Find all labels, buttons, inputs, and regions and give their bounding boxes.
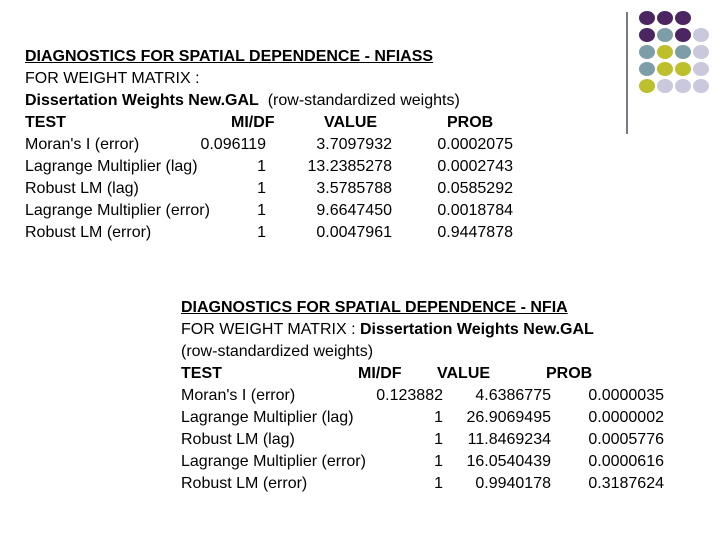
table-row — [181, 407, 664, 429]
cell-test: Robust LM (lag) — [25, 180, 139, 197]
cell-test: Moran's I (error) — [181, 387, 296, 404]
cell-test: Robust LM (lag) — [181, 431, 295, 448]
decorative-dot — [693, 28, 709, 42]
cell-test: Robust LM (error) — [181, 475, 308, 492]
decorative-dot — [657, 28, 673, 42]
decorative-dot — [657, 79, 673, 93]
decorative-dot — [639, 28, 655, 42]
block1-weight-matrix-label: FOR WEIGHT MATRIX : — [25, 70, 200, 87]
block2-header-midf: MI/DF — [358, 365, 402, 382]
cell-test: Lagrange Multiplier (error) — [25, 202, 210, 219]
table-row — [25, 200, 513, 222]
block2-weight-line — [181, 319, 594, 341]
cell-prob: 0.0005776 — [588, 431, 664, 448]
cell-test: Robust LM (error) — [25, 224, 152, 241]
cell-prob: 0.0002075 — [437, 136, 513, 153]
block1-header-row — [25, 112, 494, 134]
decorative-dot — [675, 28, 691, 42]
cell-midf: 1 — [434, 475, 443, 492]
cell-midf: 1 — [257, 158, 266, 175]
block2-header-value: VALUE — [437, 365, 491, 382]
block2-weight-file: Dissertation Weights New.GAL — [359, 321, 594, 338]
cell-midf: 1 — [434, 453, 443, 470]
decorative-dot — [639, 79, 655, 93]
cell-midf: 1 — [257, 202, 266, 219]
table-row — [181, 429, 664, 451]
table-row — [25, 156, 513, 178]
cell-midf: 1 — [434, 409, 443, 426]
cell-prob: 0.9447878 — [437, 224, 513, 241]
table-row — [25, 134, 513, 156]
block2-title: DIAGNOSTICS FOR SPATIAL DEPENDENCE - NFIA — [181, 299, 568, 316]
cell-prob: 0.0585292 — [437, 180, 513, 197]
cell-midf: 1 — [434, 431, 443, 448]
table-row — [181, 451, 664, 473]
decorative-dot — [675, 62, 691, 76]
cell-value: 26.9069495 — [466, 409, 551, 426]
cell-prob: 0.0000002 — [588, 409, 664, 426]
decorative-dot — [639, 11, 655, 25]
cell-test: Lagrange Multiplier (lag) — [181, 409, 354, 426]
block1-header-prob: PROB — [447, 114, 494, 131]
table-row — [181, 473, 664, 495]
table-row — [25, 222, 513, 244]
block1-weight-line — [25, 90, 460, 112]
decorative-dot — [693, 79, 709, 93]
cell-value: 3.7097932 — [316, 136, 392, 153]
cell-value: 3.5785788 — [316, 180, 392, 197]
block2-header-prob: PROB — [546, 365, 593, 382]
cell-midf: 0.096119 — [200, 136, 266, 153]
decorative-dot — [639, 45, 655, 59]
decorative-dot — [657, 62, 673, 76]
cell-prob: 0.0018784 — [437, 202, 513, 219]
block2-header-test: TEST — [181, 365, 222, 382]
block1-header-midf: MI/DF — [231, 114, 275, 131]
table-row — [181, 385, 664, 407]
cell-test: Lagrange Multiplier (error) — [181, 453, 366, 470]
table-row — [25, 178, 513, 200]
cell-value: 16.0540439 — [466, 453, 551, 470]
block1-header-value: VALUE — [324, 114, 378, 131]
decorative-dot — [693, 45, 709, 59]
decorative-dot — [657, 45, 673, 59]
cell-value: 0.0047961 — [316, 224, 392, 241]
cell-test: Lagrange Multiplier (lag) — [25, 158, 198, 175]
cell-prob: 0.3187624 — [588, 475, 664, 492]
decorative-dot — [675, 11, 691, 25]
cell-value: 13.2385278 — [307, 158, 392, 175]
cell-midf: 0.123882 — [376, 387, 443, 404]
cell-value: 4.6386775 — [475, 387, 551, 404]
block2-header-row — [181, 363, 594, 385]
cell-midf: 1 — [257, 180, 266, 197]
decorative-dot — [675, 45, 691, 59]
block2-weight-note: (row-standardized weights) — [181, 343, 374, 360]
block1-header-test: TEST — [25, 114, 66, 131]
cell-midf: 1 — [257, 224, 266, 241]
decorative-dot — [675, 79, 691, 93]
cell-value: 9.6647450 — [316, 202, 392, 219]
diagnostics-block-nfia — [181, 297, 664, 495]
block1-weight-note: (row-standardized weights) — [267, 92, 460, 109]
diagnostics-block-nfiass — [25, 46, 513, 244]
cell-value: 11.8469234 — [467, 431, 551, 448]
cell-value: 0.9940178 — [475, 475, 551, 492]
cell-prob: 0.0000616 — [588, 453, 664, 470]
cell-test: Moran's I (error) — [25, 136, 140, 153]
cell-prob: 0.0000035 — [588, 387, 664, 404]
decorative-dot — [657, 11, 673, 25]
block1-weight-file: Dissertation Weights New.GAL — [25, 92, 259, 109]
decorative-dot — [639, 62, 655, 76]
decorative-dot — [693, 62, 709, 76]
cell-prob: 0.0002743 — [437, 158, 513, 175]
block1-title: DIAGNOSTICS FOR SPATIAL DEPENDENCE - NFIASS — [25, 48, 434, 65]
block2-weight-matrix-label: FOR WEIGHT MATRIX : — [181, 321, 356, 338]
decorative-vertical-line — [626, 12, 628, 134]
